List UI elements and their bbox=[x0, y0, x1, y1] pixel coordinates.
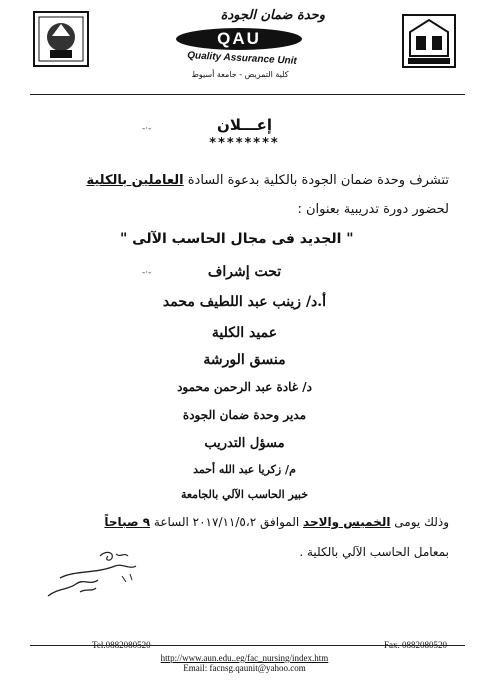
dean-name: أ.د/ زينب عبد اللطيف محمد bbox=[162, 294, 327, 310]
header-divider bbox=[30, 94, 465, 95]
handwritten-signature bbox=[40, 548, 150, 608]
unit-english-name: Quality Assurance Unit bbox=[186, 50, 298, 67]
footer-fax: Fax. 0882080520 bbox=[384, 640, 447, 650]
college-logo bbox=[400, 12, 458, 70]
qau-header bbox=[150, 6, 335, 88]
footer-divider bbox=[30, 645, 465, 646]
schedule-line bbox=[104, 515, 449, 529]
coordinator-name: د/ غادة عبد الرحمن محمود bbox=[177, 380, 312, 394]
trainer-name: م/ زكريا عبد الله أحمد bbox=[193, 463, 296, 476]
scan-mark: -·- bbox=[142, 268, 152, 278]
invitees-highlight: العاملين بالكلية bbox=[86, 173, 184, 188]
footer-telephone: Tel.0882080520 bbox=[92, 640, 151, 650]
college-name: كلية التمريض - جامعة أسيوط bbox=[191, 70, 289, 79]
footer-website-link[interactable]: http://www.aun.edu..eg/fac_nursing/index.htm bbox=[160, 653, 329, 663]
course-title: " الجديد فى مجال الحاسب الآلى " bbox=[120, 231, 354, 247]
announcement-title: إعـــلان bbox=[217, 116, 272, 134]
location-line: بمعامل الحاسب الآلي بالكلية . bbox=[299, 545, 449, 559]
schedule-time: ٩ صباحاً bbox=[104, 515, 151, 529]
trainer-heading: مسؤل التدريب bbox=[204, 436, 285, 451]
schedule-prefix: وذلك يومى bbox=[390, 515, 449, 529]
invitation-line-2: لحضور دورة تدريبية بعنوان : bbox=[297, 202, 449, 217]
supervision-heading: تحت إشراف bbox=[207, 264, 282, 280]
scan-mark: -·- bbox=[142, 124, 152, 134]
schedule-date: الموافق ٢٠١٧/١١/٥،٢ الساعة bbox=[150, 515, 304, 529]
dean-title: عميد الكلية bbox=[211, 325, 278, 341]
title-stars: ******** bbox=[209, 136, 280, 151]
footer-email[interactable]: Email: facnsg.qaunit@yahoo.com bbox=[183, 663, 306, 673]
unit-arabic-name: وحدة ضمان الجودة bbox=[220, 8, 325, 23]
invitation-text: تتشرف وحدة ضمان الجودة بالكلية بدعوة السادة bbox=[183, 173, 449, 188]
invitation-line-1 bbox=[86, 173, 449, 188]
coordinator-heading: منسق الورشة bbox=[203, 352, 286, 368]
schedule-days: الخميس والاحد bbox=[303, 515, 391, 529]
university-seal-logo bbox=[32, 10, 90, 68]
qau-logo: QAU bbox=[176, 28, 302, 50]
coordinator-title: مدير وحدة ضمان الجودة bbox=[182, 408, 307, 422]
trainer-title: خبير الحاسب الآلي بالجامعة bbox=[180, 488, 309, 501]
